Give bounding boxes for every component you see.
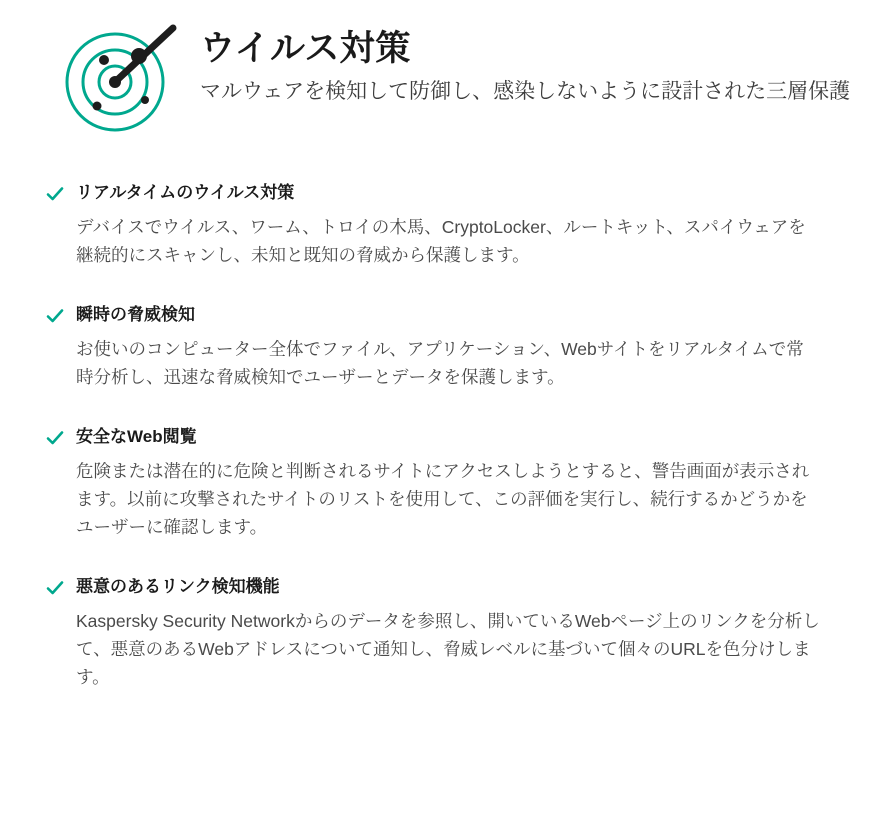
feature-header bbox=[46, 426, 858, 448]
feature-list bbox=[0, 182, 888, 692]
feature-title: 悪意のあるリンク検知機能 bbox=[76, 576, 280, 596]
feature-title: 安全なWeb閲覧 bbox=[76, 426, 197, 446]
feature-description: 危険または潜在的に危険と判断されるサイトにアクセスしようとすると、警告画面が表示されます。以前に攻撃されたサイトのリストを使用して、この評価を実行し、続行するかどうかをユーザーに確認します。 bbox=[76, 460, 810, 538]
feature-title: 瞬時の脅威検知 bbox=[76, 304, 195, 324]
header-text-block bbox=[200, 18, 864, 109]
feature-item bbox=[46, 304, 858, 392]
feature-title: リアルタイムのウイルス対策 bbox=[76, 183, 295, 202]
feature-header bbox=[46, 304, 858, 326]
radar-virus-scan-icon bbox=[60, 20, 178, 138]
check-icon bbox=[46, 429, 64, 447]
feature-description: デバイスでウイルス、ワーム、トロイの木馬、CryptoLocker、ルートキット、スパイウェアを継続的にスキャンし、未知と既知の脅威から保護します。 bbox=[76, 217, 806, 266]
page-subtitle: マルウェアを検知して防御し、感染しないように設計された三層保護 bbox=[200, 80, 851, 103]
check-icon bbox=[46, 307, 64, 325]
feature-header bbox=[46, 182, 858, 204]
check-icon bbox=[46, 185, 64, 203]
feature-item bbox=[46, 182, 858, 270]
check-icon bbox=[46, 579, 64, 597]
page-title: ウイルス対策 bbox=[200, 29, 411, 68]
feature-description: お使いのコンピューター全体でファイル、アプリケーション、Webサイトをリアルタイムで常時分析し、迅速な脅威検知でユーザーとデータを保護します。 bbox=[76, 338, 804, 388]
feature-item bbox=[46, 426, 858, 542]
feature-item bbox=[46, 576, 858, 692]
feature-header bbox=[46, 576, 858, 598]
page-header bbox=[0, 0, 888, 138]
feature-description: Kaspersky Security Networkからのデータを参照し、開いているWebページ上のリンクを分析して、悪意のあるWebアドレスについて通知し、脅威レベルに基づいて個々のURLを色分けします。 bbox=[76, 610, 820, 688]
